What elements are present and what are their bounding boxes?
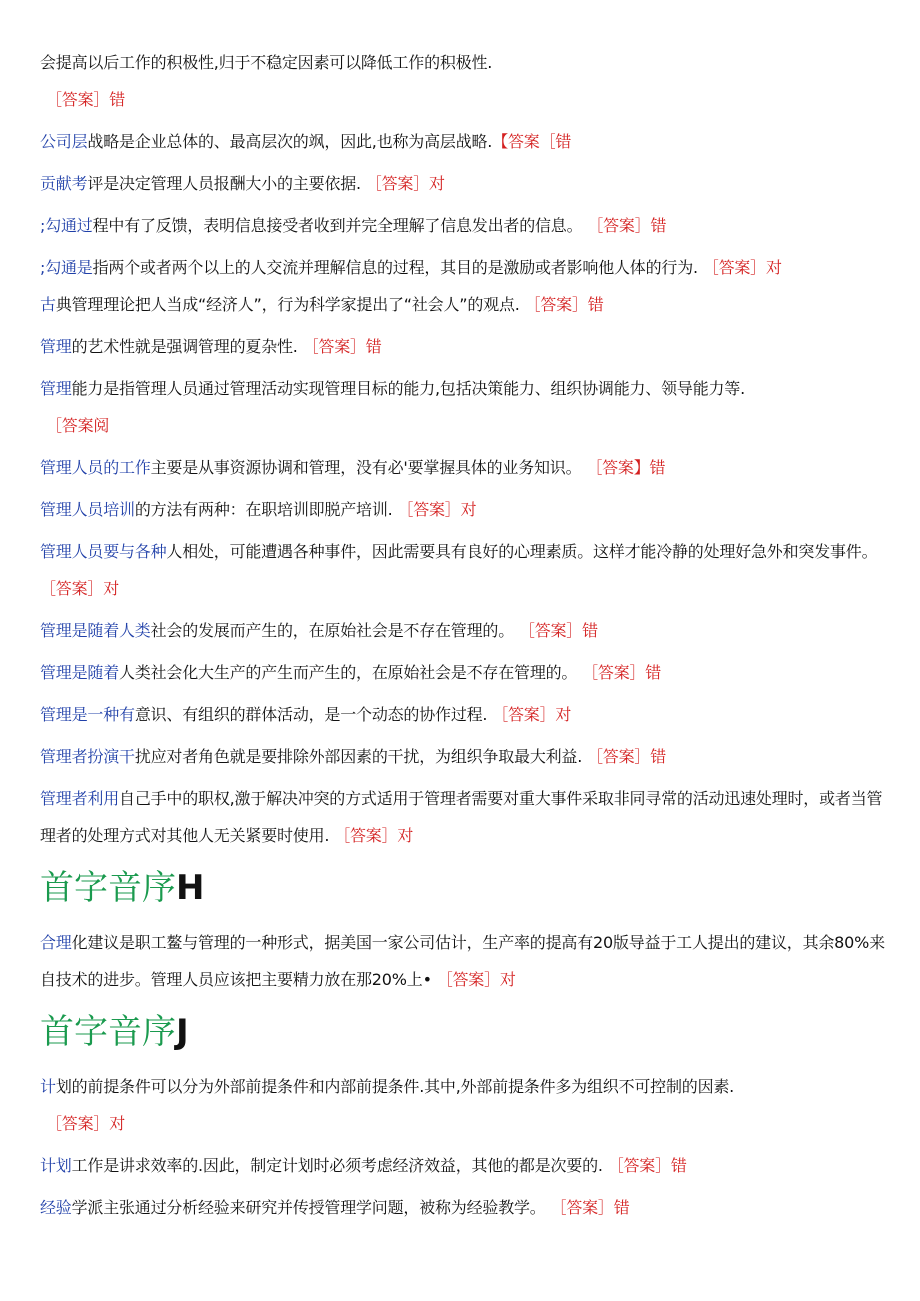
item-answer: ［答案］对 [436,970,516,989]
item-text: 人相处，可能遭遇各种事件，因此需要具有良好的心理素质。这样才能冷静的处理好急外和突发事件。 [166,542,878,561]
item-answer: ［答案］错 [524,295,604,314]
item-text: 意识、有组织的群体活动，是一个动态的协作过程. [134,705,488,724]
item-answer: ［答案］错 [587,747,667,766]
item-lead: 管理者利用 [40,789,120,808]
question-item [40,249,885,286]
item-lead: 管理人员要与各种 [40,542,167,561]
question-item [40,328,885,365]
item-lead: ;勾通是 [40,258,93,277]
question-item [40,654,885,691]
question-item [40,491,885,528]
item-text: 典管理理论把人当成“经济人”，行为科学家提出了“社会人”的观点. [55,295,520,314]
item-lead: 管理是随着 [40,663,120,682]
item-lead: 古 [40,295,56,314]
question-item [40,612,885,649]
section-heading-j [40,1010,885,1054]
question-item [40,1189,885,1226]
item-lead: 贡献考 [40,174,88,193]
item-lead: 经验 [40,1198,72,1217]
item-lead: 管理人员培训 [40,500,135,519]
item-text: 能力是指管理人员通过管理活动实现管理目标的能力,包括决策能力、组织协调能力、领导能力等. [71,379,745,398]
item-lead: 管理 [40,337,72,356]
question-item [40,44,885,81]
item-answer: ［答案］对 [397,500,477,519]
question-item [40,924,885,998]
question-item [40,207,885,244]
question-item [40,81,885,118]
item-text: 的方法有两种：在职培训即脱产培训. [134,500,393,519]
item-lead: ;勾通过 [40,216,93,235]
item-text: 工作是讲求效率的.因此，制定计划时必须考虑经济效益，其他的都是次要的. [71,1156,603,1175]
question-item [40,1105,885,1142]
item-text: 学派主张通过分析经验来研究并传授管理学问题，被称为经验教学。 [71,1198,546,1217]
item-lead: 管理是随着人类 [40,621,151,640]
item-lead: 合理 [40,933,72,952]
item-answer: ［答案］错 [607,1156,687,1175]
heading-letter: J [176,1012,189,1052]
item-answer: ［答案］错 [587,216,667,235]
question-item [40,286,885,323]
item-lead: 公司层 [40,132,88,151]
item-text: 社会的发展而产生的，在原始社会是不存在管理的。 [150,621,515,640]
question-item [40,165,885,202]
item-lead: 计 [40,1077,56,1096]
item-answer: 【答案［错 [492,132,572,151]
question-item [40,696,885,733]
question-item [40,449,885,486]
item-answer: ［答案］对 [46,1114,126,1133]
question-item [40,1147,885,1184]
item-answer: ［答案］对 [334,826,414,845]
item-text: 指两个或者两个以上的人交流并理解信息的过程，其目的是激励或者影响他人体的行为. [92,258,698,277]
item-answer: ［答案］对 [702,258,782,277]
item-answer: ［答案］错 [46,90,126,109]
item-answer: ［答案】错 [586,458,666,477]
item-answer: ［答案］错 [302,337,382,356]
item-text: 化建议是职工鳌与管理的一种形式，据美国一家公司估计，生产率的提高有20版导益于工人提出的建议，其余80%来自技术的进步。管理人员应该把主要精力放在那20%上• [40,933,885,989]
question-item [40,1068,885,1105]
item-answer: ［答案阅 [46,416,110,435]
item-answer: ［答案］错 [550,1198,630,1217]
question-item [40,123,885,160]
item-text: 主要是从事资源协调和管理，没有必'要掌握具体的业务知识。 [150,458,582,477]
document-page [40,44,885,1231]
item-answer: ［答案］对 [365,174,445,193]
item-text: 人类社会化大生产的产生而产生的，在原始社会是不存在管理的。 [119,663,578,682]
item-answer: ［答案］错 [582,663,662,682]
question-item [40,407,885,444]
section-heading-h [40,866,885,910]
item-text: 的艺术性就是强调管理的夏杂性. [71,337,298,356]
item-answer: ［答案］对 [40,579,120,598]
heading-prefix: 首字音序 [40,1012,176,1052]
item-text: 程中有了反馈，表明信息接受者收到并完全理解了信息发出者的信息。 [92,216,583,235]
item-lead: 计划 [40,1156,72,1175]
item-answer: ［答案］对 [492,705,572,724]
item-lead: 管理人员的工作 [40,458,151,477]
question-item [40,370,885,407]
heading-prefix: 首字音序 [40,868,176,908]
question-item [40,738,885,775]
item-answer: ［答案］错 [518,621,598,640]
item-text: 会提高以后工作的积极性,归于不稳定因素可以降低工作的积极性. [40,53,493,72]
item-text: 评是决定管理人员报酬大小的主要依据. [87,174,361,193]
question-item [40,533,885,607]
item-lead: 管理者扮演干 [40,747,135,766]
item-lead: 管理 [40,379,72,398]
item-text: 扰应对者角色就是要排除外部因素的干扰，为组织争取最大利益. [134,747,583,766]
item-text: 自己手中的职权,激于解决冲突的方式适用于管理者需要对重大事件采取非同寻常的活动迅速处理时，或者当管理者的处理方式对其他人无关紧要时使用. [40,789,883,845]
item-text: 战略是企业总体的、最高层次的飒，因此,也称为高层战略. [87,132,493,151]
item-lead: 管理是一种有 [40,705,135,724]
question-item [40,780,885,854]
item-text: 划的前提条件可以分为外部前提条件和内部前提条件.其中,外部前提条件多为组织不可控制的因素. [55,1077,735,1096]
heading-letter: H [176,868,205,908]
